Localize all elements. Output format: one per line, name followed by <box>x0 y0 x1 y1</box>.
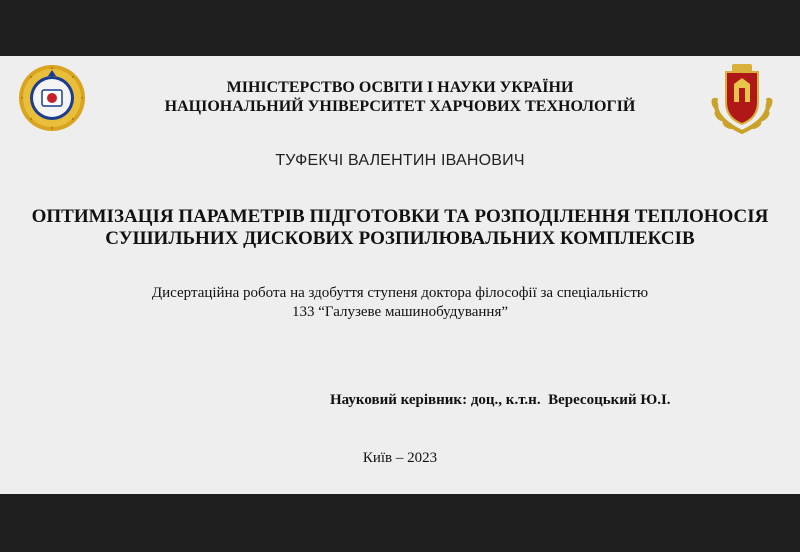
title-line-1: ОПТИМІЗАЦІЯ ПАРАМЕТРІВ ПІДГОТОВКИ ТА РОЗПОДІЛЕННЯ ТЕПЛОНОСІЯ <box>31 206 769 227</box>
author-name: ТУФЕКЧІ ВАЛЕНТИН ІВАНОВИЧ <box>275 152 525 169</box>
subtitle-line-2: 133 “Галузеве машинобудування” <box>291 304 509 320</box>
ministry-name: МІНІСТЕРСТВО ОСВІТИ І НАУКИ УКРАЇНИ <box>226 79 574 96</box>
institution-header <box>0 78 800 116</box>
title-line-2: СУШИЛЬНИХ ДИСКОВИХ РОЗПИЛЮВАЛЬНИХ КОМПЛЕКСІВ <box>105 228 695 249</box>
dissertation-title <box>0 206 800 250</box>
scientific-supervisor: Науковий керівник: доц., к.т.н. Вересоцький Ю.І. <box>330 392 671 408</box>
laurel-crest-icon <box>706 58 778 136</box>
city-year: Київ – 2023 <box>362 450 438 466</box>
presentation-slide <box>0 56 800 494</box>
subtitle-line-1: Дисертаційна робота на здобуття ступеня доктора філософії за спеціальністю <box>151 285 649 301</box>
university-name: НАЦІОНАЛЬНИЙ УНІВЕРСИТЕТ ХАРЧОВИХ ТЕХНОЛОГІЙ <box>164 98 636 115</box>
dissertation-subtitle <box>0 284 800 322</box>
